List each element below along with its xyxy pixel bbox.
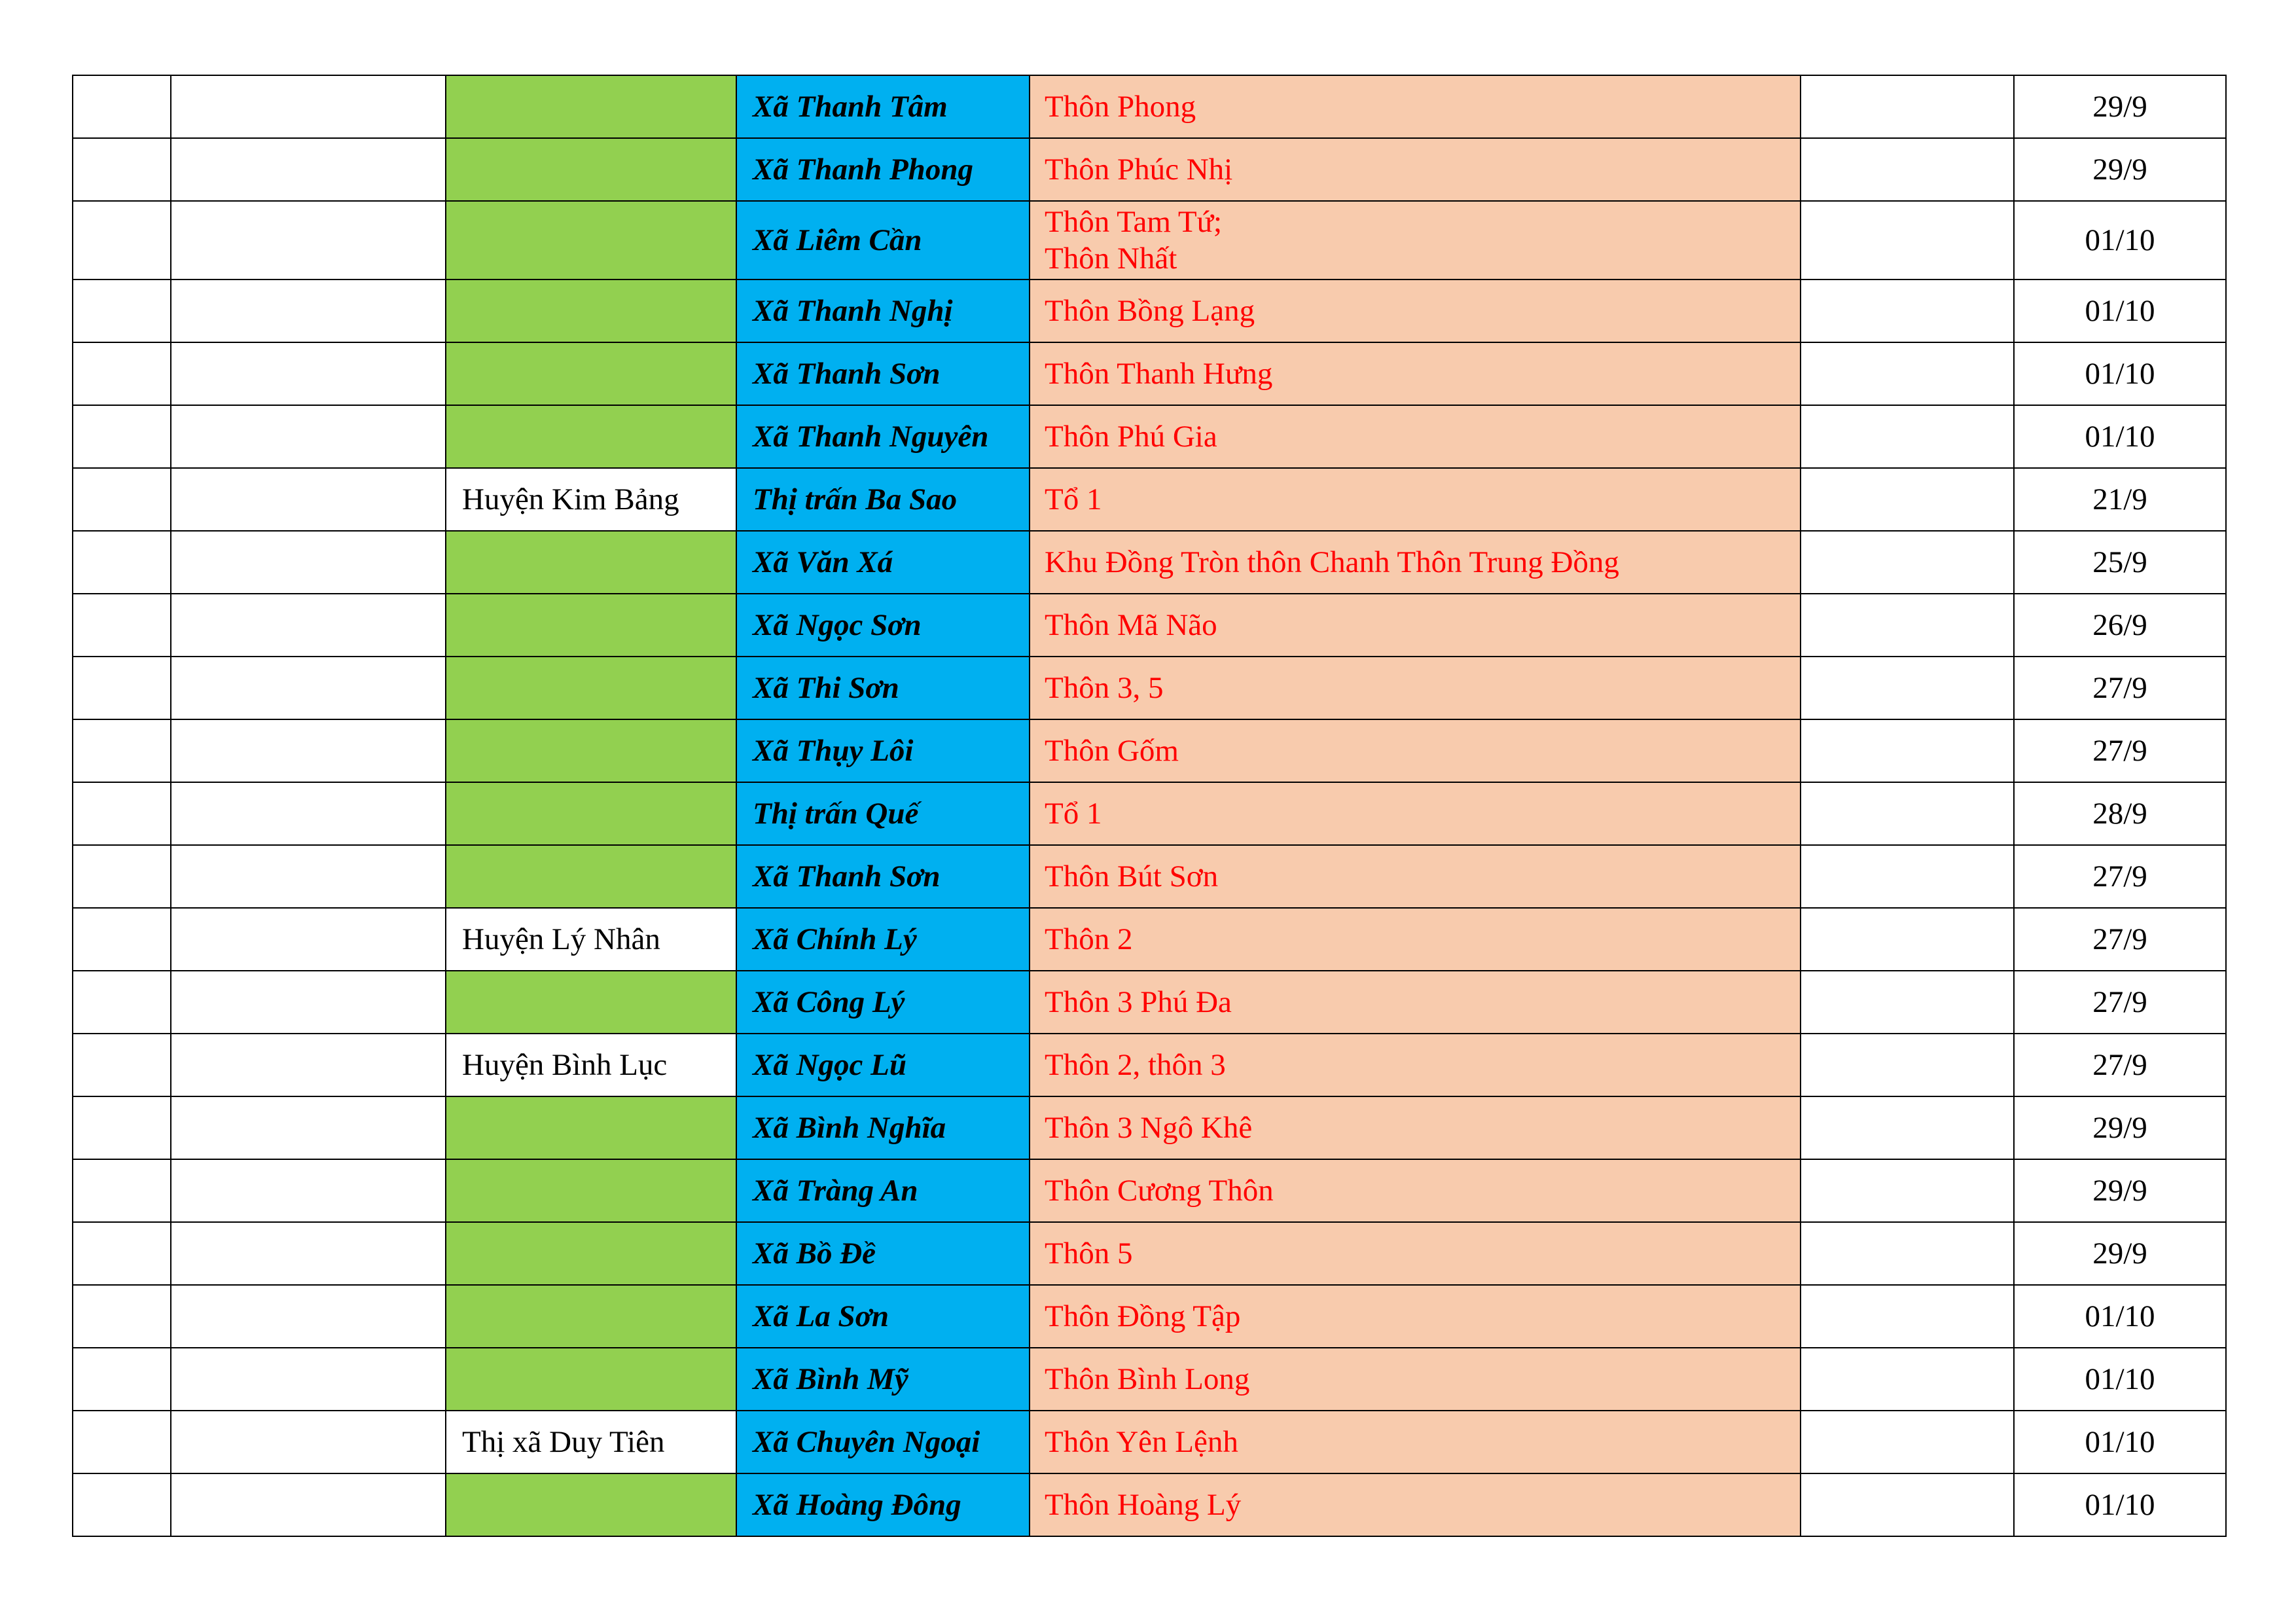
location-cell xyxy=(1030,1473,1801,1536)
index-cell xyxy=(73,908,171,971)
unit-cell xyxy=(171,845,446,908)
district-cell xyxy=(446,1222,736,1285)
note-cell xyxy=(1801,1222,2014,1285)
table-row xyxy=(73,594,2226,657)
note-cell xyxy=(1801,280,2014,342)
date-cell: 29/9 xyxy=(2014,138,2226,201)
note-cell xyxy=(1801,75,2014,138)
location-line: Thôn Mã Não xyxy=(1045,608,1217,642)
district-cell: Thị xã Duy Tiên xyxy=(446,1411,736,1473)
commune-cell: Xã Chuyên Ngoại xyxy=(736,1411,1030,1473)
table-row xyxy=(73,280,2226,342)
location-line: Thôn 2, thôn 3 xyxy=(1045,1048,1226,1082)
index-cell xyxy=(73,1034,171,1096)
location-line: Thôn Yên Lệnh xyxy=(1045,1425,1238,1459)
location-cell xyxy=(1030,405,1801,468)
note-cell xyxy=(1801,782,2014,845)
commune-cell: Xã Bình Mỹ xyxy=(736,1348,1030,1411)
district-cell xyxy=(446,1096,736,1159)
location-line: Thôn 2 xyxy=(1045,922,1133,956)
location-line: Thôn Bình Long xyxy=(1045,1362,1250,1396)
date-cell: 28/9 xyxy=(2014,782,2226,845)
location-cell xyxy=(1030,782,1801,845)
location-line: Thôn 3 Ngô Khê xyxy=(1045,1111,1253,1145)
location-line: Tổ 1 xyxy=(1045,482,1102,516)
unit-cell xyxy=(171,782,446,845)
table-row xyxy=(73,1096,2226,1159)
table-row xyxy=(73,719,2226,782)
commune-cell: Xã Hoàng Đông xyxy=(736,1473,1030,1536)
index-cell xyxy=(73,1348,171,1411)
table-row xyxy=(73,1348,2226,1411)
location-cell xyxy=(1030,201,1801,280)
note-cell xyxy=(1801,138,2014,201)
unit-cell xyxy=(171,1348,446,1411)
commune-cell: Xã Thanh Sơn xyxy=(736,845,1030,908)
unit-cell xyxy=(171,908,446,971)
table-row xyxy=(73,782,2226,845)
location-cell xyxy=(1030,280,1801,342)
index-cell xyxy=(73,845,171,908)
district-cell xyxy=(446,1285,736,1348)
note-cell xyxy=(1801,1411,2014,1473)
unit-cell xyxy=(171,594,446,657)
location-line: Tổ 1 xyxy=(1045,797,1102,831)
district-cell xyxy=(446,531,736,594)
location-cell xyxy=(1030,971,1801,1034)
note-cell xyxy=(1801,845,2014,908)
table-row xyxy=(73,1034,2226,1096)
commune-cell: Xã Thanh Tâm xyxy=(736,75,1030,138)
index-cell xyxy=(73,1096,171,1159)
note-cell xyxy=(1801,1473,2014,1536)
schedule-table-body xyxy=(73,75,2226,1536)
district-cell xyxy=(446,1348,736,1411)
table-row xyxy=(73,405,2226,468)
location-line: Thôn Phúc Nhị xyxy=(1045,153,1233,187)
date-cell: 29/9 xyxy=(2014,1159,2226,1222)
note-cell xyxy=(1801,1096,2014,1159)
index-cell xyxy=(73,342,171,405)
index-cell xyxy=(73,719,171,782)
location-line-2: Thôn Nhất xyxy=(1045,242,1177,276)
unit-cell xyxy=(171,280,446,342)
index-cell xyxy=(73,1411,171,1473)
table-row xyxy=(73,342,2226,405)
commune-cell: Xã Thanh Nghị xyxy=(736,280,1030,342)
location-line: Thôn 3, 5 xyxy=(1045,671,1164,705)
location-cell xyxy=(1030,594,1801,657)
table-row xyxy=(73,1473,2226,1536)
date-cell: 01/10 xyxy=(2014,1348,2226,1411)
location-line: Thôn Hoàng Lý xyxy=(1045,1488,1242,1522)
location-line: Thôn 3 Phú Đa xyxy=(1045,985,1232,1019)
commune-cell: Xã Thanh Sơn xyxy=(736,342,1030,405)
table-row xyxy=(73,468,2226,531)
commune-cell: Thị trấn Quế xyxy=(736,782,1030,845)
date-cell: 29/9 xyxy=(2014,1222,2226,1285)
district-cell xyxy=(446,657,736,719)
commune-cell: Xã Thanh Nguyên xyxy=(736,405,1030,468)
table-row xyxy=(73,1222,2226,1285)
location-line: Thôn Phong xyxy=(1045,90,1196,124)
table-row xyxy=(73,908,2226,971)
location-cell xyxy=(1030,1034,1801,1096)
location-cell xyxy=(1030,908,1801,971)
location-line: Khu Đồng Tròn thôn Chanh Thôn Trung Đồng xyxy=(1045,545,1619,579)
date-cell: 29/9 xyxy=(2014,1096,2226,1159)
date-cell: 27/9 xyxy=(2014,1034,2226,1096)
district-cell xyxy=(446,138,736,201)
note-cell xyxy=(1801,531,2014,594)
index-cell xyxy=(73,657,171,719)
district-cell xyxy=(446,1473,736,1536)
date-cell: 25/9 xyxy=(2014,531,2226,594)
index-cell xyxy=(73,405,171,468)
district-cell xyxy=(446,75,736,138)
unit-cell xyxy=(171,657,446,719)
location-cell xyxy=(1030,1348,1801,1411)
index-cell xyxy=(73,138,171,201)
commune-cell: Xã Công Lý xyxy=(736,971,1030,1034)
unit-cell xyxy=(171,468,446,531)
district-cell xyxy=(446,342,736,405)
index-cell xyxy=(73,782,171,845)
index-cell xyxy=(73,201,171,280)
date-cell: 01/10 xyxy=(2014,1285,2226,1348)
district-cell xyxy=(446,971,736,1034)
table-row xyxy=(73,971,2226,1034)
unit-cell xyxy=(171,1096,446,1159)
note-cell xyxy=(1801,1034,2014,1096)
note-cell xyxy=(1801,468,2014,531)
unit-cell xyxy=(171,1159,446,1222)
unit-cell xyxy=(171,1473,446,1536)
location-cell xyxy=(1030,138,1801,201)
location-cell xyxy=(1030,1411,1801,1473)
index-cell xyxy=(73,531,171,594)
district-cell: Huyện Lý Nhân xyxy=(446,908,736,971)
date-cell: 21/9 xyxy=(2014,468,2226,531)
commune-cell: Xã Liêm Cần xyxy=(736,201,1030,280)
location-line: Thôn 5 xyxy=(1045,1236,1133,1271)
district-cell xyxy=(446,845,736,908)
location-cell xyxy=(1030,342,1801,405)
index-cell xyxy=(73,280,171,342)
date-cell: 01/10 xyxy=(2014,405,2226,468)
district-cell xyxy=(446,594,736,657)
date-cell: 27/9 xyxy=(2014,971,2226,1034)
location-line: Thôn Tam Tứ; xyxy=(1045,205,1223,239)
date-cell: 27/9 xyxy=(2014,908,2226,971)
unit-cell xyxy=(171,971,446,1034)
note-cell xyxy=(1801,201,2014,280)
unit-cell xyxy=(171,138,446,201)
district-cell xyxy=(446,405,736,468)
table-row xyxy=(73,1285,2226,1348)
commune-cell: Xã Chính Lý xyxy=(736,908,1030,971)
location-cell xyxy=(1030,531,1801,594)
commune-cell: Thị trấn Ba Sao xyxy=(736,468,1030,531)
index-cell xyxy=(73,468,171,531)
table-row xyxy=(73,531,2226,594)
index-cell xyxy=(73,75,171,138)
commune-cell: Xã Tràng An xyxy=(736,1159,1030,1222)
location-cell xyxy=(1030,657,1801,719)
index-cell xyxy=(73,594,171,657)
location-cell xyxy=(1030,1096,1801,1159)
date-cell: 01/10 xyxy=(2014,1411,2226,1473)
table-row xyxy=(73,657,2226,719)
date-cell: 27/9 xyxy=(2014,845,2226,908)
commune-cell: Xã Thụy Lôi xyxy=(736,719,1030,782)
commune-cell: Xã Ngọc Sơn xyxy=(736,594,1030,657)
location-line: Thôn Đồng Tập xyxy=(1045,1299,1241,1333)
location-cell xyxy=(1030,1285,1801,1348)
commune-cell: Xã Thi Sơn xyxy=(736,657,1030,719)
location-line: Thôn Gốm xyxy=(1045,734,1179,768)
location-line: Thôn Thanh Hưng xyxy=(1045,357,1273,391)
table-row xyxy=(73,1159,2226,1222)
district-cell xyxy=(446,782,736,845)
table-row xyxy=(73,201,2226,280)
location-cell xyxy=(1030,75,1801,138)
unit-cell xyxy=(171,1034,446,1096)
table-row xyxy=(73,845,2226,908)
unit-cell xyxy=(171,719,446,782)
note-cell xyxy=(1801,342,2014,405)
commune-cell: Xã Bình Nghĩa xyxy=(736,1096,1030,1159)
unit-cell xyxy=(171,1411,446,1473)
note-cell xyxy=(1801,971,2014,1034)
unit-cell xyxy=(171,1285,446,1348)
index-cell xyxy=(73,1285,171,1348)
table-row xyxy=(73,75,2226,138)
date-cell: 01/10 xyxy=(2014,280,2226,342)
commune-cell: Xã Ngọc Lũ xyxy=(736,1034,1030,1096)
location-cell xyxy=(1030,468,1801,531)
commune-cell: Xã Bồ Đề xyxy=(736,1222,1030,1285)
date-cell: 26/9 xyxy=(2014,594,2226,657)
unit-cell xyxy=(171,342,446,405)
location-line: Thôn Bồng Lạng xyxy=(1045,294,1255,328)
location-line: Thôn Bút Sơn xyxy=(1045,859,1219,893)
index-cell xyxy=(73,971,171,1034)
index-cell xyxy=(73,1473,171,1536)
date-cell: 01/10 xyxy=(2014,1473,2226,1536)
note-cell xyxy=(1801,719,2014,782)
table-row xyxy=(73,1411,2226,1473)
date-cell: 01/10 xyxy=(2014,342,2226,405)
location-cell xyxy=(1030,1222,1801,1285)
note-cell xyxy=(1801,405,2014,468)
location-line: Thôn Phú Gia xyxy=(1045,420,1217,454)
date-cell: 27/9 xyxy=(2014,719,2226,782)
location-cell xyxy=(1030,845,1801,908)
commune-cell: Xã Thanh Phong xyxy=(736,138,1030,201)
location-cell xyxy=(1030,1159,1801,1222)
schedule-table xyxy=(72,75,2227,1537)
district-cell xyxy=(446,719,736,782)
location-cell xyxy=(1030,719,1801,782)
index-cell xyxy=(73,1159,171,1222)
unit-cell xyxy=(171,531,446,594)
district-cell: Huyện Kim Bảng xyxy=(446,468,736,531)
note-cell xyxy=(1801,1348,2014,1411)
commune-cell: Xã La Sơn xyxy=(736,1285,1030,1348)
commune-cell: Xã Văn Xá xyxy=(736,531,1030,594)
note-cell xyxy=(1801,1159,2014,1222)
table-row xyxy=(73,138,2226,201)
district-cell xyxy=(446,201,736,280)
district-cell xyxy=(446,280,736,342)
location-line: Thôn Cương Thôn xyxy=(1045,1174,1274,1208)
note-cell xyxy=(1801,594,2014,657)
note-cell xyxy=(1801,1285,2014,1348)
index-cell xyxy=(73,1222,171,1285)
date-cell: 29/9 xyxy=(2014,75,2226,138)
date-cell: 01/10 xyxy=(2014,201,2226,280)
unit-cell xyxy=(171,405,446,468)
district-cell xyxy=(446,1159,736,1222)
district-cell: Huyện Bình Lục xyxy=(446,1034,736,1096)
unit-cell xyxy=(171,1222,446,1285)
note-cell xyxy=(1801,657,2014,719)
note-cell xyxy=(1801,908,2014,971)
unit-cell xyxy=(171,75,446,138)
date-cell: 27/9 xyxy=(2014,657,2226,719)
unit-cell xyxy=(171,201,446,280)
